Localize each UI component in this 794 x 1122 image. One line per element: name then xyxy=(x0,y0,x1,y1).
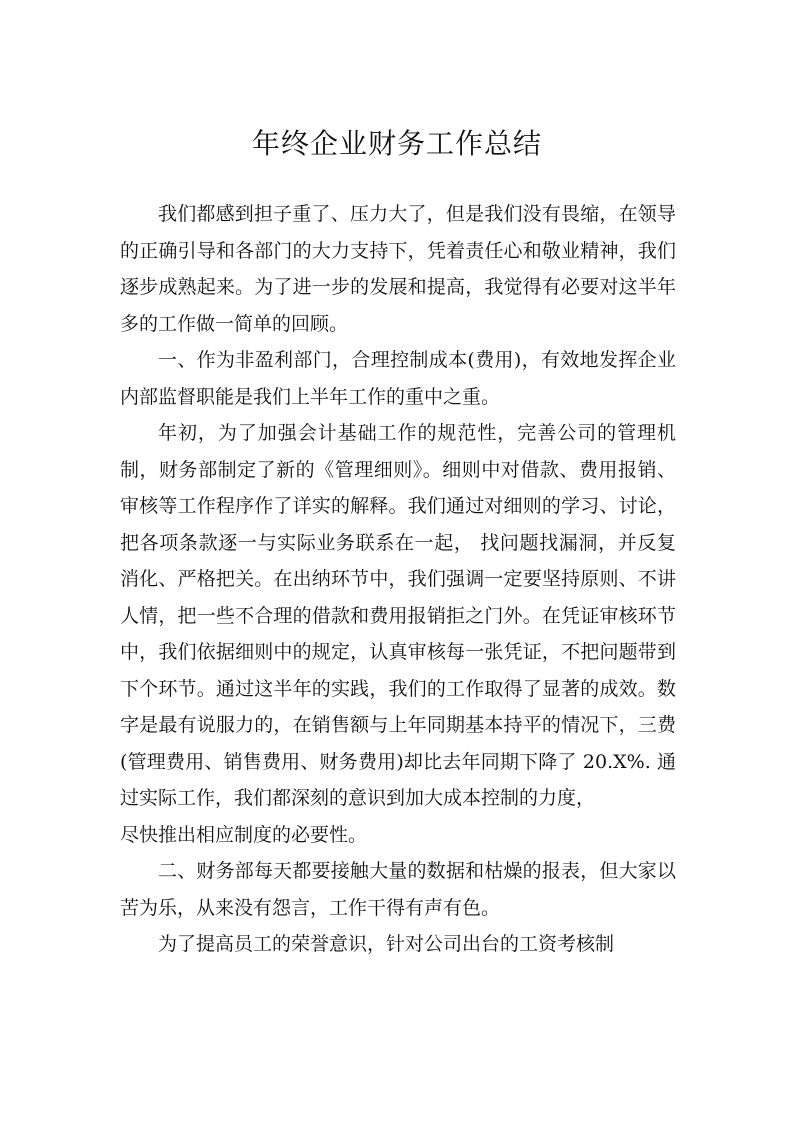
paragraph-section-two: 二、财务部每天都要接触大量的数据和枯燥的报表，但大家以苦为乐，从来没有怨言，工作干得有声有色。 xyxy=(120,860,676,919)
paragraph-continuation: 尽快推出相应制度的必要性。 xyxy=(120,823,368,846)
paragraph-honor-awareness: 为了提高员工的荣誉意识，针对公司出台的工资考核制 xyxy=(158,933,615,955)
document-title: 年终企业财务工作总结 xyxy=(251,127,542,160)
paragraph-section-one: 一、作为非盈利部门，合理控制成本(费用)，有效地发挥企业内部监督职能是我们上半年工作的重中之重。 xyxy=(120,349,676,408)
document-body xyxy=(120,196,676,963)
paragraph-intro: 我们都感到担子重了、压力大了，但是我们没有畏缩，在领导的正确引导和各部门的大力支持下，凭着责任心和敬业精神，我们逐步成熟起来。为了进一步的发展和提高，我觉得有必要对这半年多的工作做一简单的回顾。 xyxy=(120,203,676,335)
paragraph-management-rules: 年初，为了加强会计基础工作的规范性，完善公司的管理机制，财务部制定了新的《管理细则》。细则中对借款、费用报销、审核等工作程序作了详实的解释。我们通过对细则的学习、讨论，把各项条款逐一与实际业务联系在一起， 找问题找漏洞，并反复消化、严格把关。在出纳环节中，我们强调一定要坚持原则、不讲人情，把一些不合理的借款和费用报销拒之门外。在凭证审核环节中，我们依据细则中的规定，认真审核每一张凭证，不把问题带到下个环节。通过这半年的实践，我们的工作取得了显著的成效。数字是最有说服力的，在销售额与上年同期基本持平的情况下，三费(管理费用、销售费用、财务费用)却比去年同期下降了 20.X%. 通过实际工作，我们都深刻的意识到加大成本控制的力度， xyxy=(120,422,676,809)
